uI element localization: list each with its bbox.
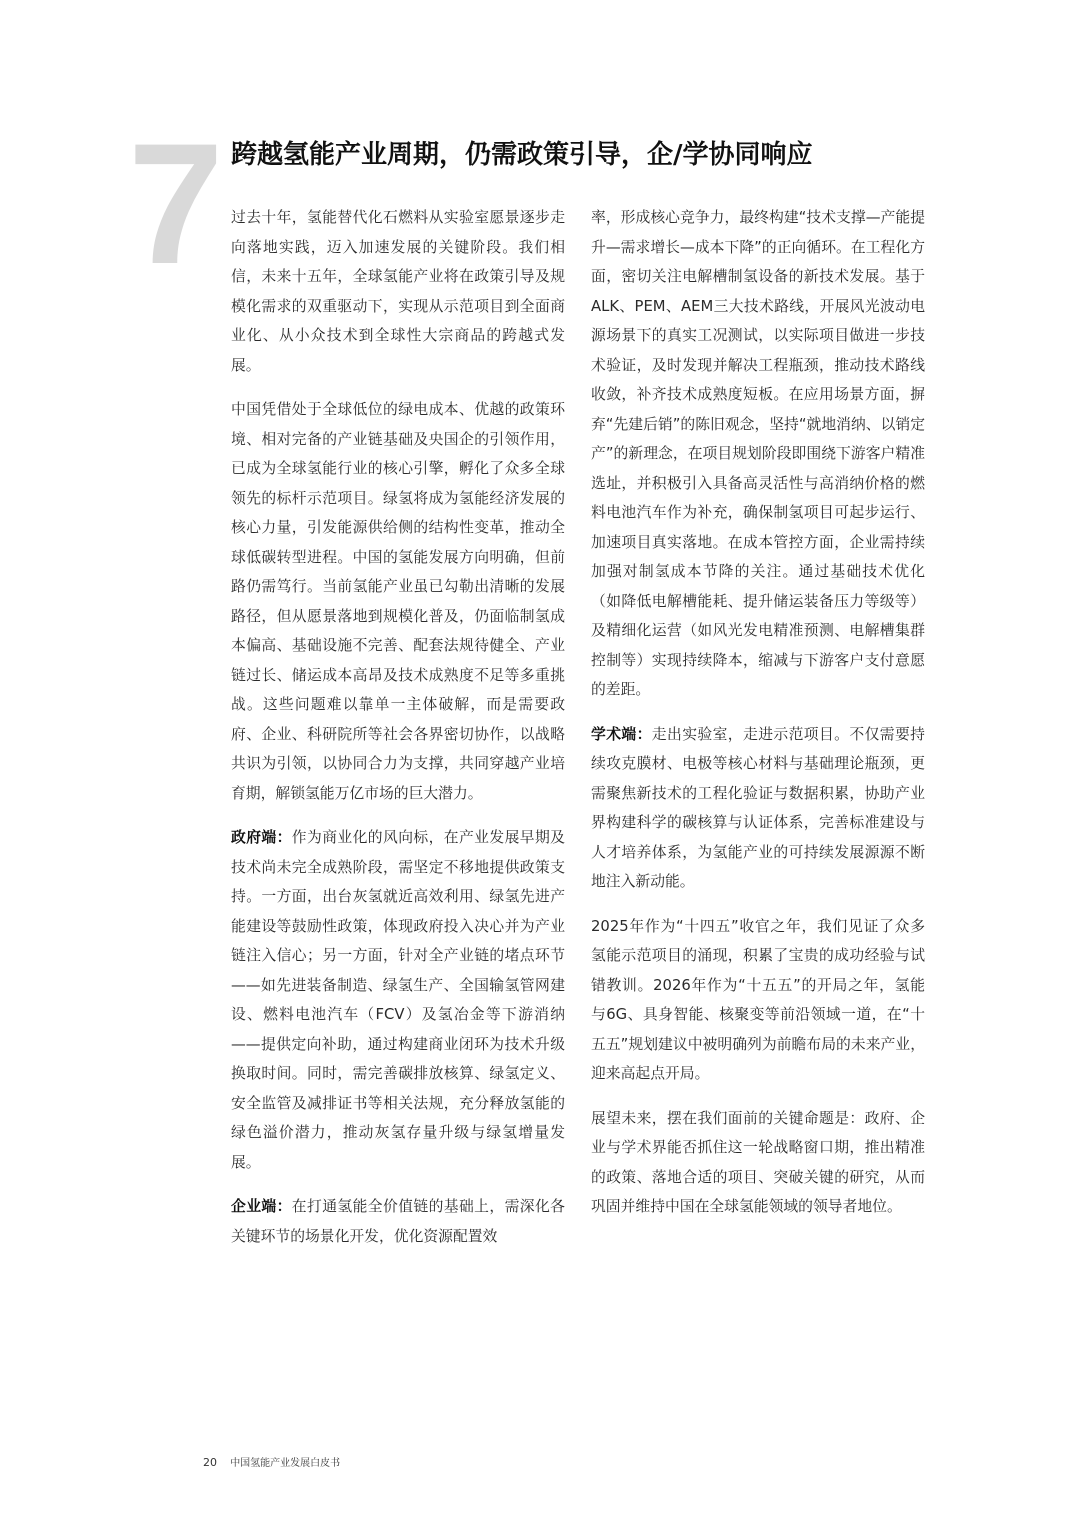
government-text: 作为商业化的风向标，在产业发展早期及技术尚未完全成熟阶段，需坚定不移地提供政策支持。一方面，出台灰氢就近高效利用、绿氢先进产能建设等鼓励性政策，体现政府投入决心并为产业链注入信心；另一方面，针对全产业链的堵点环节——如先进装备制造、绿氢生产、全国输氢管网建设、燃料电池汽车（FCV）及氢冶金等下游消纳——提供定向补助，通过构建商业闭环为技术升级换取时间。同时，需完善碳排放核算、绿氢定义、安全监管及减排证书等相关法规，充分释放氢能的绿色溢价潜力，推动灰氢存量升级与绿氢增量发展。	[231, 829, 565, 1171]
section-number: 7	[128, 108, 224, 300]
academic-label: 学术端：	[591, 725, 652, 743]
china-paragraph: 中国凭借处于全球低位的绿电成本、优越的政策环境、相对完备的产业链基础及央国企的引领作用，已成为全球氢能行业的核心引擎，孵化了众多全球领先的标杆示范项目。绿氢将成为氢能经济发展的核心力量，引发能源供给侧的结构性变革，推动全球低碳转型进程。中国的氢能发展方向明确，但前路仍需笃行。当前氢能产业虽已勾勒出清晰的发展路径，但从愿景落地到规模化普及，仍面临制氢成本偏高、基础设施不完善、配套法规待健全、产业链过长、储运成本高昂及技术成熟度不足等多重挑战。这些问题难以靠单一主体破解，而是需要政府、企业、科研院所等社会各界密切协作，以战略共识为引领，以协同合力为支撑，共同穿越产业培育期，解锁氢能万亿市场的巨大潜力。	[231, 401, 565, 802]
enterprise-continued-paragraph: 率，形成核心竞争力，最终构建“技术支撑—产能提升—需求增长—成本下降”的正向循环。在工程化方面，密切关注电解槽制氢设备的新技术发展。基于ALK、PEM、AEM三大技术路线，开展风光波动电源场景下的真实工况测试，以实际项目做进一步技术验证，及时发现并解决工程瓶颈，推动技术路线收敛，补齐技术成熟度短板。在应用场景方面，摒弃“先建后销”的陈旧观念，坚持“就地消纳、以销定产”的新理念，在项目规划阶段即围绕下游客户精准选址，并积极引入具备高灵活性与高消纳价格的燃料电池汽车作为补充，确保制氢项目可起步运行、加速项目真实落地。在成本管控方面，企业需持续加强对制氢成本节降的关注。通过基础技术优化（如降低电解槽能耗、提升储运装备压力等级等）及精细化运营（如风光发电精准预测、电解槽集群控制等）实现持续降本，缩减与下游客户支付意愿的差距。	[591, 209, 925, 698]
outlook-paragraph: 展望未来，摆在我们面前的关键命题是：政府、企业与学术界能否抓住这一轮战略窗口期，推出精准的政策、落地合适的项目、突破关键的研究，从而巩固并维持中国在全球氢能领域的领导者地位。	[591, 1109, 925, 1215]
intro-paragraph: 过去十年，氢能替代化石燃料从实验室愿景逐步走向落地实践，迈入加速发展的关键阶段。我们相信，未来十五年，全球氢能产业将在政策引导及规模化需求的双重驱动下，实现从示范项目到全面商业化、从小众技术到全球性大宗商品的跨越式发展。	[231, 209, 565, 374]
government-paragraph	[231, 823, 565, 1177]
five-year-plan-paragraph: 2025年作为“十四五”收官之年，我们见证了众多氢能示范项目的涌现，积累了宝贵的成功经验与试错教训。2026年作为“十五五”的开局之年，氢能与6G、具身智能、核聚变等前沿领域一道，在“十五五”规划建议中被明确列为前瞻布局的未来产业，迎来高起点开局。	[591, 917, 925, 1082]
academic-paragraph	[591, 720, 925, 897]
enterprise-label: 企业端：	[231, 1198, 292, 1215]
right-column	[591, 203, 925, 1237]
page-number: 20	[203, 1456, 217, 1469]
page-footer	[203, 1454, 340, 1469]
enterprise-paragraph	[231, 1192, 565, 1251]
enterprise-text: 在打通氢能全价值链的基础上，需深化各关键环节的场景化开发，优化资源配置效	[231, 1198, 565, 1245]
publication-title: 中国氢能产业发展白皮书	[230, 1458, 341, 1469]
government-label: 政府端：	[231, 829, 292, 846]
section-title: 跨越氢能产业周期，仍需政策引导，企/学协同响应	[231, 140, 813, 170]
left-column	[231, 203, 565, 1266]
academic-text: 走出实验室，走进示范项目。不仅需要持续攻克膜材、电极等核心材料与基础理论瓶颈，更需聚焦新技术的工程化验证与数据积累，协助产业界构建科学的碳核算与认证体系，完善标准建设与人才培养体系，为氢能产业的可持续发展源源不断地注入新动能。	[591, 725, 925, 890]
